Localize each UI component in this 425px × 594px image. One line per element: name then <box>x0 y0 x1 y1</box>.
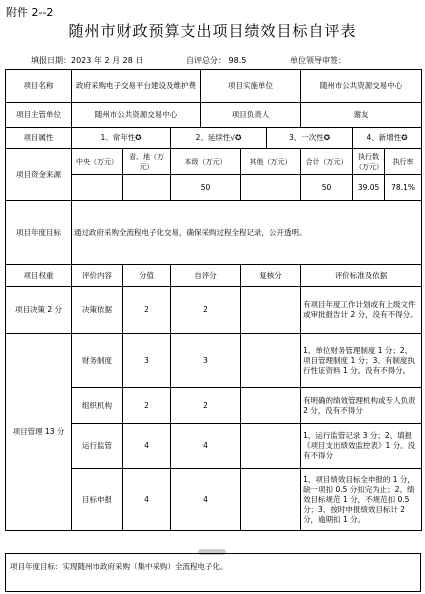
funds-total: 50 <box>301 175 353 201</box>
review-supervision <box>241 424 301 469</box>
funds-label: 项目资金来源 <box>6 149 72 201</box>
review-organization <box>241 388 301 424</box>
attr-option-1: 1、常年性✪ <box>72 128 171 149</box>
funds-header-province: 省、地（万元） <box>123 149 171 175</box>
funds-local: 50 <box>171 175 241 201</box>
score-decision: 2 <box>123 287 171 334</box>
criteria-supervision: 1、运行监管记录 3 分；2、填报《项目支出绩效监控表》1 分。没有不得分 <box>301 424 422 469</box>
self-decision: 2 <box>171 287 241 334</box>
eval-header-criteria: 评价标准及依据 <box>301 265 422 287</box>
content-target: 目标申报 <box>72 469 123 531</box>
eval-header-content: 评价内容 <box>72 265 123 287</box>
content-supervision: 运行监管 <box>72 424 123 469</box>
self-score: 自评总分： 98.5 <box>186 56 247 65</box>
leader-review: 单位领导审签： <box>290 56 346 65</box>
eval-header-weight: 项目权重 <box>6 265 72 287</box>
criteria-decision: 有项目年度工作计划或有上级文件或审批报告计 2 分，没有不得分。 <box>301 287 422 334</box>
funds-central <box>72 175 123 201</box>
bullet-icon: ✪ <box>401 133 408 142</box>
funds-other <box>241 175 301 201</box>
owner-label: 项目负责人 <box>201 103 301 128</box>
attachment-label: 附件 2--2 <box>6 6 54 19</box>
funds-header-rate: 执行率 <box>385 149 422 175</box>
bullet-icon: ✪ <box>323 133 331 142</box>
review-target <box>241 469 301 531</box>
funds-header-executed: 执行数（万元） <box>353 149 385 175</box>
eval-header-self: 自评分 <box>171 265 241 287</box>
criteria-target: 1、项目绩效目标全申报的 1 分，缺一项扣 0.5 分扣完为止；2、绩效目标规范 1 分，不规范扣 0.5 分；3、按时申报绩效目标计 2 分，逾期扣 1 分。 <box>301 469 422 531</box>
self-supervision: 4 <box>171 424 241 469</box>
score-target: 4 <box>123 469 171 531</box>
summary-text: 项目年度目标：实现随州市政府采购（集中采购）全流程电子化。 <box>10 562 228 571</box>
self-target: 4 <box>171 469 241 531</box>
name-label: 项目名称 <box>6 70 72 103</box>
owner-value: 谢友 <box>301 103 422 128</box>
content-finance: 财务制度 <box>72 334 123 388</box>
eval-header-review: 复核分 <box>241 265 301 287</box>
attr-option-2: 2、延续性√✪ <box>171 128 267 149</box>
summary-box <box>5 553 421 592</box>
dept-value: 随州市公共资源交易中心 <box>72 103 201 128</box>
impl-value: 随州市公共资源交易中心 <box>301 70 422 103</box>
funds-header-other: 其他（万元） <box>241 149 301 175</box>
goal-text: 通过政府采购全流程电子化交易，确保采购过程全程记录，公开透明。 <box>72 201 422 265</box>
content-organization: 组织机构 <box>72 388 123 424</box>
score-supervision: 4 <box>123 424 171 469</box>
funds-executed: 39.05 <box>353 175 385 201</box>
fill-date: 填报日期：2023 年 2 月 28 日 <box>31 56 144 65</box>
content-decision: 决策依据 <box>72 287 123 334</box>
name-value: 政府采购电子交易平台建设及维护费 <box>72 70 201 103</box>
criteria-finance: 1、单位财务管理制度 1 分；2、项目管理制度 1 分；3、有制度执行性证资料 1 分。没有不得分。 <box>301 334 422 388</box>
weight-management: 项目管理 13 分 <box>6 334 72 531</box>
funds-header-central: 中央（万元） <box>72 149 123 175</box>
score-organization: 2 <box>123 388 171 424</box>
goal-label: 项目年度目标 <box>6 201 72 265</box>
criteria-organization: 有明确的绩效管理机构或专人负责 2 分，没有不得分 <box>301 388 422 424</box>
attr-option-4: 4、新增性✪ <box>353 128 422 149</box>
attr-label: 项目属性 <box>6 128 72 149</box>
page-title: 随州市财政预算支出项目绩效目标自评表 <box>68 22 357 40</box>
funds-header-total: 合计（万元） <box>301 149 353 175</box>
eval-header-score: 分值 <box>123 265 171 287</box>
funds-rate: 78.1% <box>385 175 422 201</box>
funds-header-local: 本级（万元） <box>171 149 241 175</box>
score-finance: 3 <box>123 334 171 388</box>
dept-label: 项目主管单位 <box>6 103 72 128</box>
bullet-icon: ✪ <box>135 133 142 142</box>
attr-option-3: 3、一次性✪ <box>267 128 353 149</box>
evaluation-table <box>5 69 422 531</box>
impl-label: 项目实施单位 <box>201 70 301 103</box>
weight-decision: 项目决策 2 分 <box>6 287 72 334</box>
review-decision <box>241 287 301 334</box>
bullet-icon: ✪ <box>235 133 242 142</box>
self-organization: 2 <box>171 388 241 424</box>
self-finance: 3 <box>171 334 241 388</box>
review-finance <box>241 334 301 388</box>
funds-province <box>123 175 171 201</box>
